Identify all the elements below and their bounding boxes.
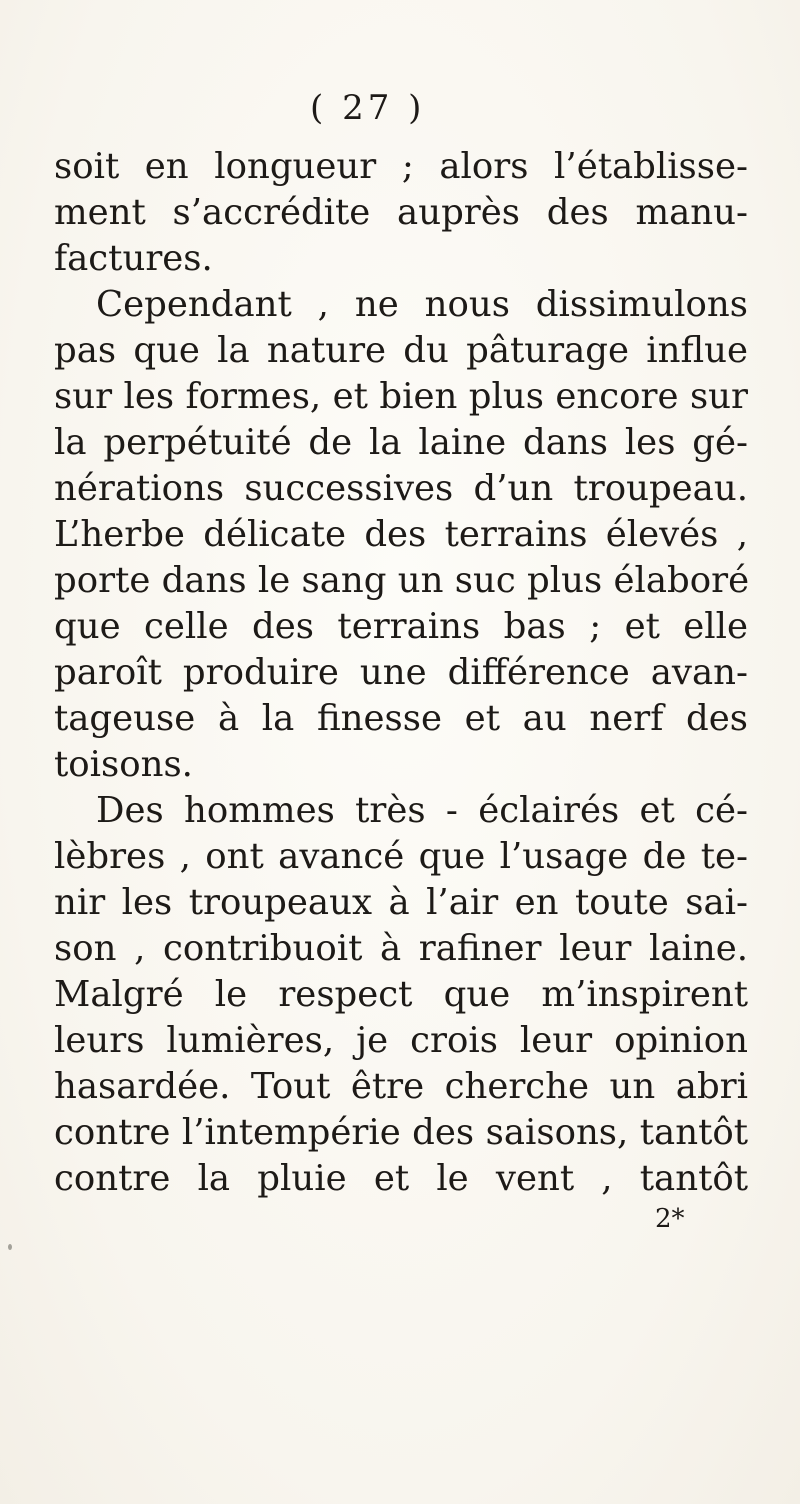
text-line-14: toisons. <box>54 744 193 785</box>
text-line-13: tageuse à la finesse et au nerf des <box>54 698 748 739</box>
text-line-4: Cependant , ne nous dissimulons <box>96 284 748 325</box>
text-line-10: porte dans le sang un suc plus élaboré <box>54 560 750 601</box>
signature-mark: 2* <box>655 1204 685 1234</box>
text-line-18: son , contribuoit à rafiner leur laine. <box>54 928 748 969</box>
text-line-6: sur les formes, et bien plus encore sur <box>54 376 748 417</box>
text-line-1: soit en longueur ; alors l’établisse- <box>54 146 748 187</box>
text-line-2: ment s’accrédite auprès des manu- <box>54 192 748 233</box>
text-line-12: paroît produire une différence avan- <box>54 652 748 693</box>
text-line-8: nérations successives d’un troupeau. <box>54 468 748 509</box>
text-line-23: contre la pluie et le vent , tantôt <box>54 1158 748 1199</box>
text-line-15: Des hommes très - éclairés et cé- <box>96 790 748 831</box>
text-line-17: nir les troupeaux à l’air en toute sai- <box>54 882 748 923</box>
text-line-16: lèbres , ont avancé que l’usage de te- <box>54 836 748 877</box>
text-line-19: Malgré le respect que m’inspirent <box>54 974 748 1015</box>
text-line-21: hasardée. Tout être cherche un abri <box>54 1066 748 1107</box>
text-line-7: la perpétuité de la laine dans les gé- <box>54 422 748 463</box>
text-line-5: pas que la nature du pâturage influe <box>54 330 748 371</box>
paper-speck <box>8 1244 12 1250</box>
text-line-3: factures. <box>54 238 213 279</box>
text-line-20: leurs lumières, je crois leur opinion <box>54 1020 748 1061</box>
page-number: ( 27 ) <box>310 88 426 128</box>
text-line-22: contre l’intempérie des saisons, tantôt <box>54 1112 748 1153</box>
text-line-9: L’herbe délicate des terrains élevés , <box>54 514 748 555</box>
text-line-11: que celle des terrains bas ; et elle <box>54 606 748 647</box>
